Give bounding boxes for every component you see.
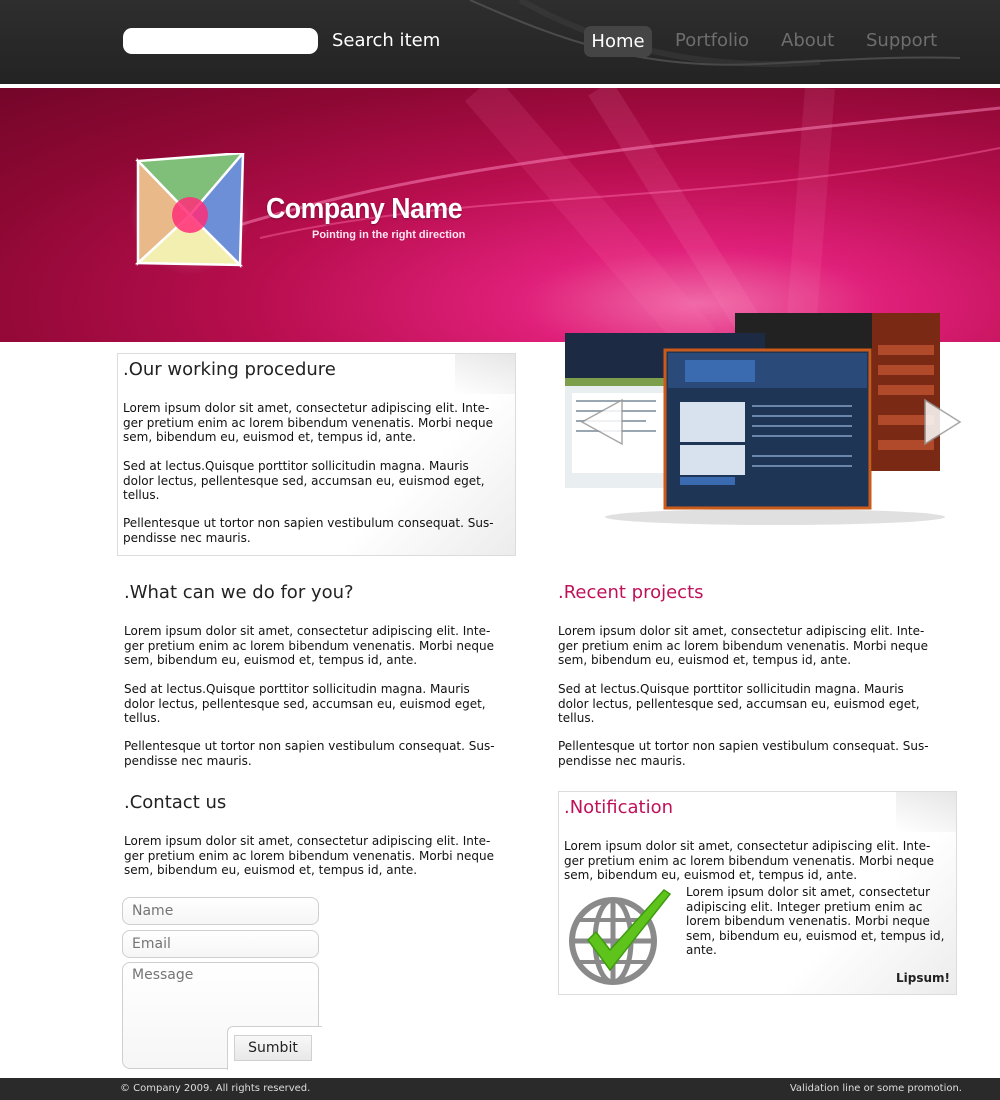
lipsum-link[interactable]: Lipsum! [896, 971, 951, 985]
projects-title: .Recent projects [558, 582, 704, 603]
nav-about[interactable]: About [781, 30, 835, 51]
next-arrow-icon [925, 400, 960, 444]
email-field[interactable] [122, 930, 319, 958]
submit-button[interactable]: Sumbit [234, 1035, 312, 1061]
logo-star-icon [128, 153, 253, 278]
projects-paragraph-3: Pellentesque ut tortor non sapien vestibulum consequat. Sus-pendisse nec mauris. [558, 739, 929, 768]
name-field[interactable] [122, 897, 319, 925]
contact-title: .Contact us [124, 792, 227, 813]
site-header [0, 0, 1000, 84]
procedure-paragraph-3: Pellentesque ut tortor non sapien vestibulum consequat. Sus-pendisse nec mauris. [123, 516, 494, 545]
search-label: Search item [332, 30, 441, 51]
company-name: Company Name [266, 193, 463, 225]
services-title: .What can we do for you? [124, 582, 354, 603]
contact-paragraph: Lorem ipsum dolor sit amet, consectetur adipiscing elit. Inte-ger pretium enim ac lorem bibendum venenatis. Morbi neque sem, bibendum eu, euismod et, tempus id, ante. [124, 834, 495, 877]
notification-paragraph-1: Lorem ipsum dolor sit amet, consectetur adipiscing elit. Inte-ger pretium enim ac lorem bibendum venenatis. Morbi neque sem, bibendum eu, euismod et, tempus id, ante. [564, 839, 935, 882]
globe-check-icon [568, 888, 678, 988]
notification-title: .Notification [564, 797, 674, 818]
nav-portfolio[interactable]: Portfolio [675, 30, 750, 51]
services-paragraph-3: Pellentesque ut tortor non sapien vestibulum consequat. Sus-pendisse nec mauris. [124, 739, 495, 768]
services-paragraph-2: Sed at lectus.Quisque porttitor sollicitudin magna. Mauris dolor lectus, pellentesque sed, accumsan eu, euismod eget, tellus. [124, 682, 486, 725]
procedure-paragraph-1: Lorem ipsum dolor sit amet, consectetur adipiscing elit. Inte-ger pretium enim ac lorem bibendum venenatis. Morbi neque sem, bibendum eu, euismod et, tempus id, ante. [123, 401, 494, 444]
notification-paragraph-2: Lorem ipsum dolor sit amet, consectetur adipiscing elit. Integer pretium enim ac lorem bibendum venenatis. Morbi neque sem, bibendum eu, euismod et, tempus id, ante. [686, 885, 945, 957]
company-tagline: Pointing in the right direction [312, 229, 466, 241]
procedure-paragraph-2: Sed at lectus.Quisque porttitor sollicitudin magna. Mauris dolor lectus, pellentesque sed, accumsan eu, euismod eget, tellus. [123, 459, 485, 502]
procedure-title: .Our working procedure [123, 359, 336, 380]
services-paragraph-1: Lorem ipsum dolor sit amet, consectetur adipiscing elit. Inte-ger pretium enim ac lorem bibendum venenatis. Morbi neque sem, bibendum eu, euismod et, tempus id, ante. [124, 624, 495, 667]
nav-support[interactable]: Support [866, 30, 938, 51]
search-input[interactable] [123, 28, 318, 54]
portfolio-showcase [560, 305, 965, 530]
footer-copyright: © Company 2009. All rights reserved. [120, 1083, 311, 1094]
hero-banner [0, 88, 1000, 342]
projects-paragraph-2: Sed at lectus.Quisque porttitor sollicitudin magna. Mauris dolor lectus, pellentesque sed, accumsan eu, euismod eget, tellus. [558, 682, 920, 725]
nav-home[interactable]: Home [584, 26, 652, 57]
site-footer [0, 1078, 1000, 1100]
projects-paragraph-1: Lorem ipsum dolor sit amet, consectetur adipiscing elit. Inte-ger pretium enim ac lorem bibendum venenatis. Morbi neque sem, bibendum eu, euismod et, tempus id, ante. [558, 624, 929, 667]
footer-promo: Validation line or some promotion. [789, 1083, 962, 1094]
